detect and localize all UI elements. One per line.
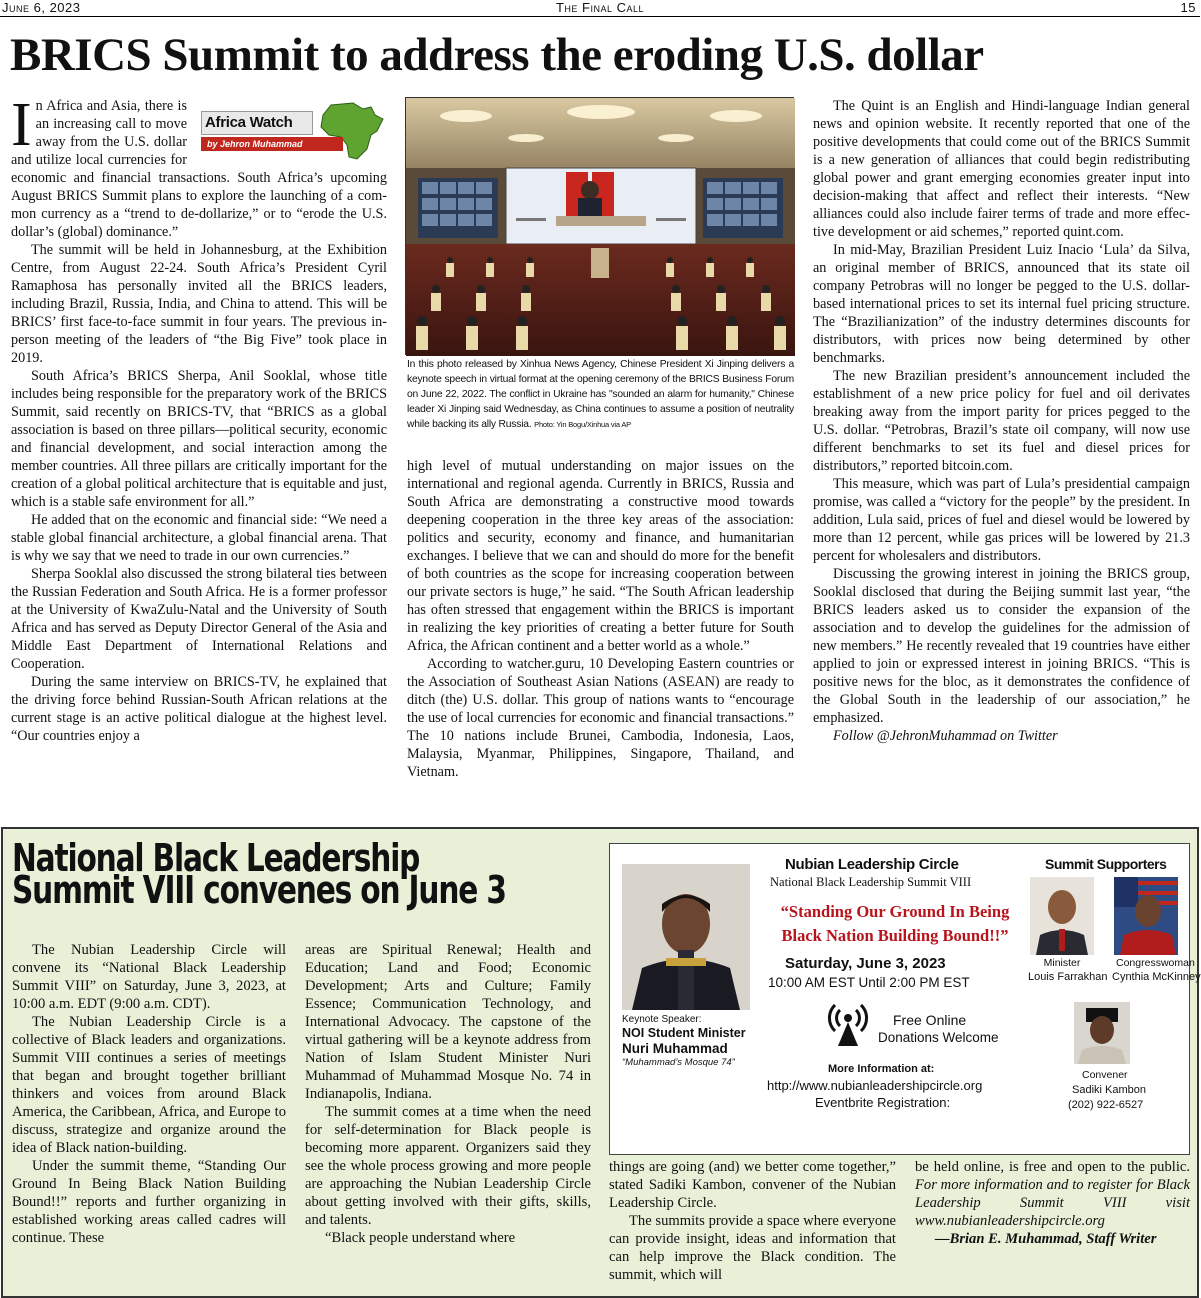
paragraph: In mid-May, Brazilian President Luiz Inacio ‘Lula’ da Silva, an original member of BRICS, announced that its state oil company Petrobras will no longer be pegged to the U.S. dollar-based international prices to set its internal fuel pricing structure. The “Brazilianization” of the industry determines discounts for distributors, with prices now being determined by other benchmarks.	[813, 242, 1190, 366]
flyer-date: Saturday, June 3, 2023	[785, 955, 946, 972]
paragraph: Discussing the growing interest in joining the BRICS group, Sooklal disclosed that during the Beijing summit last year, “the BRICS leaders asked us to consider the expansion of the association and to develop the guidelines for the admission of new members.” He recently revealed that 19 countries have either applied to join or expressed interest in joining BRICS. “This is positive news for the bloc, as it demonstrates the confidence of the Global South in the leadership of our association,” he emphasized.	[813, 566, 1190, 726]
supporter-1-photo	[1030, 877, 1094, 955]
paragraph: high level of mutual understanding on major issues on the international and regional agenda. Currently in BRICS, Russia and South Africa are demonstrating a constructive mood towards deepening cooperation in the three key areas of the association: politics and security, economy and finance, and humanitarian exchanges. I believe that we can and should do more for the benefit of both countries as the scope for increasing cooperation between our private sectors is huge,” he said. “The South African leadership has often stressed that engagement within the BRICS is important in realizing the key priorities of creating a better future for South Africa, the African continent and a better world as a whole.”	[407, 458, 794, 654]
paragraph: be held online, is free and open to the public.	[915, 1159, 1190, 1175]
paragraph: The Nubian Leadership Circle will convene its “National Black Leadership Summit VIII” on Saturday, June 3, 2023, at 10:00 a.m. EDT (9:00 a.m. CDT).	[12, 942, 286, 1012]
publication-name: The Final Call	[555, 0, 645, 15]
convener-title: Convener	[1082, 1069, 1128, 1081]
article2-column-2	[305, 941, 591, 1247]
issue-date: June 6, 2023	[2, 0, 81, 15]
keynote-title: NOI Student Minister	[622, 1026, 746, 1040]
registration-info: For more information and to register for Black Leadership Summit VIII visit www.nubianleadershipcircle.org	[915, 1177, 1190, 1229]
summit-flyer	[609, 843, 1201, 1155]
caption-text: In this photo released by Xinhua News Agency, Chinese President Xi Jinping delivers a keynote speech in virtual format at the opening ceremony of the BRICS Business Forum on June 22, 2022. The conflict in Ukraine has "sounded an alarm for humanity," Chinese leader Xi Jinping said Wednesday, as China continues to assume a position of neutrality while backing its ally Russia.	[407, 359, 794, 430]
supporter-1-name: Louis Farrakhan	[1028, 971, 1108, 983]
paragraph: The summits provide a space where everyone can provide insight, ideas and information that can help improve the Black condition. The summit, which will	[609, 1213, 896, 1283]
keynote-speaker-photo	[622, 864, 750, 1010]
flyer-event: National Black Leadership Summit VIII	[770, 875, 972, 889]
paragraph: areas are Spiritual Renewal; Health and Education; Land and Food; Economic Development; Arts and Culture; Family Essence; Communication Technology, and International Advocacy. The capstone of the virtual gathering will be a keynote address from Nation of Islam Student Minister Nuri Muhammad of Muhammad Mosque No. 74 in Indianapolis, Indiana.	[305, 942, 591, 1102]
page-header	[0, 0, 1200, 17]
article1-column-1	[11, 91, 387, 745]
paragraph: The Nubian Leadership Circle is a collective of Black leaders and organizations. Summit VIII continues a series of meetings that began and brought together brilliant thinkers and voices from around Black America, the Caribbean, Africa, and Europe to discuss, strategize and organize around the idea of Black nation-building.	[12, 1014, 286, 1156]
logo-byline: by Jehron Muhammad	[201, 137, 343, 151]
flyer-time: 10:00 AM EST Until 2:00 PM EST	[768, 975, 970, 990]
paragraph: The Quint is an English and Hindi-language Indian general news and opinion website. It recently reported that one of the positive developments that could come out of the BRICS Summit is a new generation of alliances that could begin redistributing global power and grant emerging economies greater input into decision-making that affect and reflect their interests. “New alliances could also include fairer terms of trade and more effective development or aid schemes,” reported quint.com.	[813, 98, 1190, 240]
paragraph: The summit will be held in Johannesburg, at the Exhibition Centre, from August 22-24. South Africa’s President Cyril Ramaphosa has personally invited all the BRICS leaders, including Brazil, Russia, India, and China to attend. This will be BRICS’ first face-to-face summit in four years. The previous in-person meeting of the leaders of “the Big Five” took place in 2019.	[11, 242, 387, 366]
keynote-mosque: “Muhammad’s Mosque 74”	[622, 1057, 735, 1068]
convener-name: Sadiki Kambon	[1072, 1084, 1146, 1096]
article2-headline	[12, 836, 605, 912]
author-signoff: —Brian E. Muhammad, Staff Writer	[935, 1231, 1157, 1247]
paragraph: According to watcher.guru, 10 Developing Eastern countries or the Association of Southeast Asian Nations (ASEAN) are ready to ditch (the) U.S. dollar. This group of nations wants to “encourage the use of local currencies for economic and financial transactions.” The 10 nations include Brunei, Cambodia, Indonesia, Laos, Malaysia, Myanmar, Philippines, Singapore, Thailand, and Vietnam.	[407, 656, 794, 780]
paragraph: The summit comes at a time when the need for self-determination for Black people is becoming more apparent. Organizers said they see the whole process growing and more people are approaching the Nubian Leadership Circle about getting involved with their gifts, skills, and talents.	[305, 1104, 591, 1228]
photo-credit: Photo: Yin Bogu/Xinhua via AP	[534, 420, 631, 429]
supporters-title: Summit Supporters	[1045, 856, 1167, 872]
paragraph: The new Brazilian president’s announcement included the establishment of a new price policy for fuel and oil derivates breaking away from the import parity for prices pegged to the U.S. dollar. “Petrobras, Brazil’s state oil company, will now use different benchmarks to set its fuel and diesel prices for distributors,” reported bitcoin.com.	[813, 368, 1190, 474]
flyer-free-online: Free Online	[893, 1012, 967, 1028]
flyer-theme-line-1: “Standing Our Ground In Being	[780, 902, 1010, 921]
supporter-2-name: Cynthia McKinney	[1112, 971, 1201, 983]
article1-column-3	[813, 97, 1190, 745]
summit-photo	[405, 97, 794, 355]
page-number: 15	[1180, 0, 1196, 15]
paragraph: n Africa and Asia, there is an increasing call to move away from the U.S. dollar and utilize local currencies for economic and financial transactions. South Africa’s upcoming August BRICS Summit plans to explore the launching of a common currency as a “trend to de-dollarize,” or to “erode the U.S. dollar’s (global) dominance.”	[11, 98, 387, 240]
headline-line: Summit VIII convenes on June 3	[12, 868, 506, 912]
paragraph: This measure, which was part of Lula’s presidential campaign promise, was called a “victory for the people” by the president. In addition, Lula said, prices of fuel and diesel would be lowered by more than 12 percent, while gas prices will be lowered by 21.3 percent for wholesalers and distributors.	[813, 476, 1190, 564]
flyer-theme-line-2: Black Nation Building Bound!!”	[781, 926, 1009, 945]
flyer-donations: Donations Welcome	[878, 1030, 999, 1045]
author-social-link[interactable]: Follow @JehronMuhammad on Twitter	[833, 728, 1058, 744]
convener-photo	[1074, 1002, 1130, 1064]
supporter-2-photo	[1114, 877, 1178, 955]
photo-caption	[407, 357, 794, 432]
broadcast-icon	[830, 1002, 866, 1046]
article2-column-1	[12, 941, 286, 1247]
keynote-label: Keynote Speaker:	[622, 1014, 702, 1025]
paragraph: He added that on the economic and financial side: “We need a stable global financial architecture, a global financial arena. That is why we say that we need to trade in our own currencies.”	[11, 512, 387, 564]
paragraph: South Africa’s BRICS Sherpa, Anil Sooklal, whose title includes being responsible for the preparatory work of the BRICS Summit, said recently on BRICS-TV, that “BRICS as a global association is based on three pillars—political security, economic and financial development, and social interaction among the member countries. All three pillars are critically important for the creation of a global political architecture that is equitable and just, which is a stable safe environment for all.”	[11, 368, 387, 510]
conference-hall-image	[406, 98, 795, 356]
paragraph: “Black people understand where	[325, 1230, 516, 1246]
flyer-org: Nubian Leadership Circle	[785, 856, 959, 873]
flyer-more-info: More Information at:	[828, 1063, 935, 1075]
logo-title: Africa Watch	[201, 111, 313, 135]
africa-map-icon	[313, 101, 387, 163]
supporter-1-title: Minister	[1043, 957, 1081, 969]
headline-line: National Black Leadership	[12, 836, 420, 880]
africa-watch-logo	[197, 101, 387, 163]
article2-column-3	[609, 1158, 896, 1284]
supporter-2-title: Congresswoman	[1116, 957, 1195, 969]
paragraph: Sherpa Sooklal also discussed the strong bilateral ties between the Russian Federation and South Africa. He is a former professor at the University of KwaZulu-Natal and the University of South Africa and has served as Deputy Director General of the Asia and Middle East Department of International Relations and Cooperation.	[11, 566, 387, 672]
flyer-url[interactable]: http://www.nubianleadershipcircle.org	[767, 1078, 983, 1093]
article1-column-2	[407, 457, 794, 781]
drop-cap: I	[11, 91, 32, 159]
paragraph: things are going (and) we better come together,” stated Sadiki Kambon, convener of the Nubian Leadership Circle.	[609, 1159, 896, 1211]
convener-phone: (202) 922-6527	[1068, 1099, 1144, 1111]
article2-column-4	[915, 1158, 1190, 1248]
flyer-eventbrite: Eventbrite Registration:	[815, 1095, 951, 1110]
article-headline: BRICS Summit to address the eroding U.S. dollar	[10, 29, 984, 81]
paragraph: Under the summit theme, “Standing Our Ground In Being Black Nation Building Bound!!” reports and further organizing in established working areas called cadres will continue. These	[12, 1158, 286, 1246]
keynote-name: Nuri Muhammad	[622, 1041, 728, 1056]
paragraph: During the same interview on BRICS-TV, he explained that the driving force behind Russian-South African relations at the current stage is an active political dialogue at the highest level. “Our countries enjoy a	[11, 674, 387, 744]
